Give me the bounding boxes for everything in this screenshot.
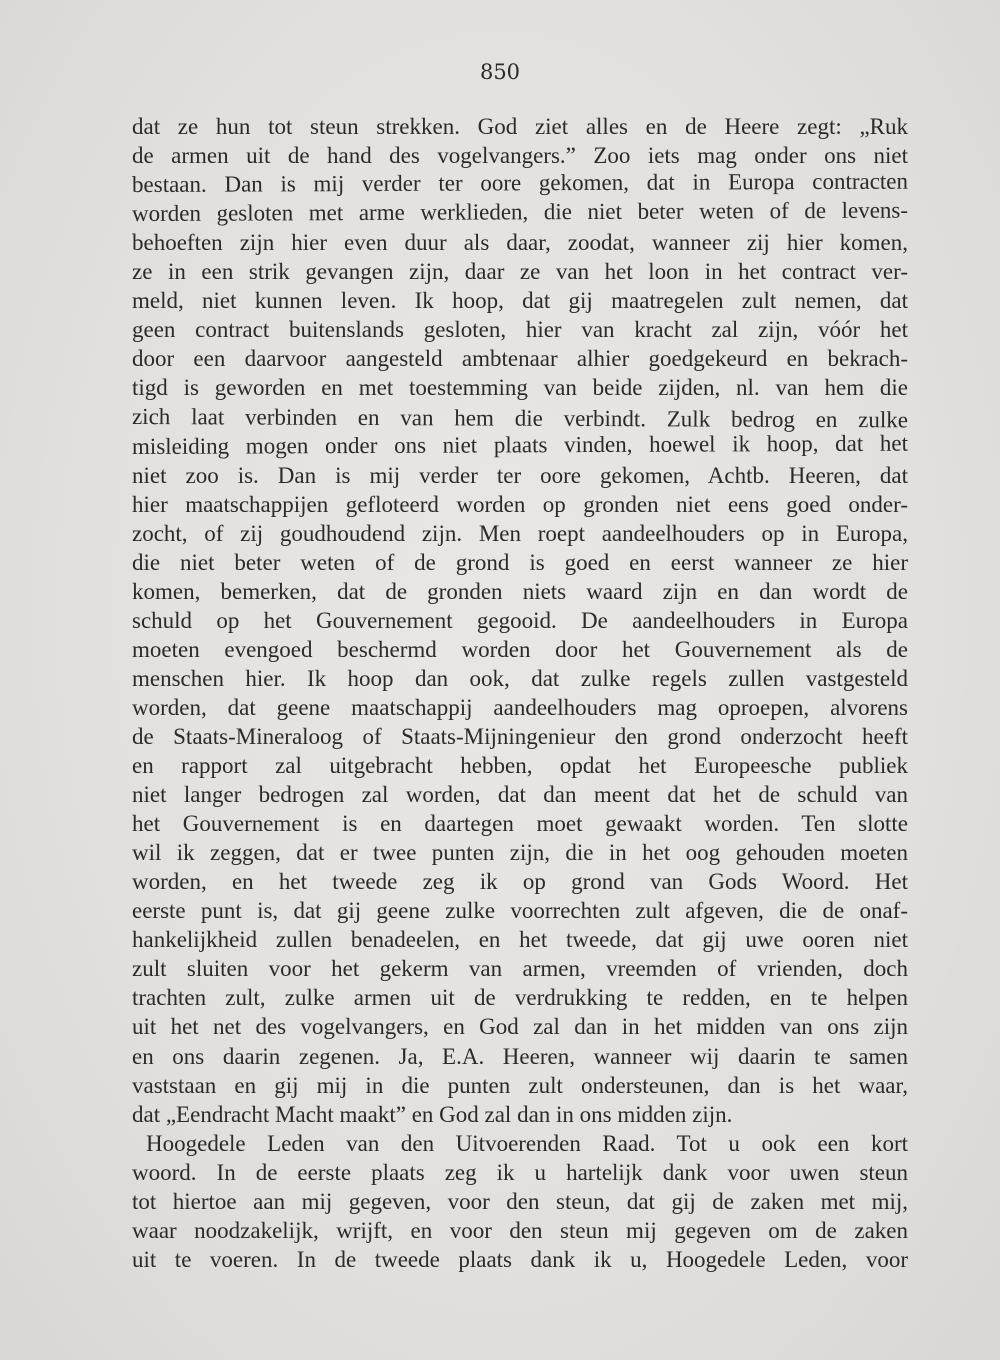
- text-line: uit te voeren. In de tweede plaats dank ik u, Hoogedele Leden, voor: [132, 1246, 908, 1272]
- text-line: de armen uit de hand des vogelvangers.” Zoo iets mag onder ons niet: [132, 143, 908, 169]
- text-line: wil ik zeggen, dat er twee punten zijn, die in het oog gehouden moeten: [132, 840, 908, 866]
- text-line: trachten zult, zulke armen uit de verdrukking te redden, en te helpen: [132, 985, 908, 1011]
- text-line: uit het net des vogelvangers, en God zal dan in het midden van ons zijn: [132, 1014, 908, 1040]
- text-line: eerste punt is, dat gij geene zulke voorrechten zult afgeven, die de onaf-: [132, 898, 908, 924]
- text-line: en ons daarin zegenen. Ja, E.A. Heeren, wanneer wij daarin te samen: [132, 1043, 908, 1069]
- text-line: dat ze hun tot steun strekken. God ziet alles en de Heere zegt: „Ruk: [132, 114, 908, 139]
- text-line: schuld op het Gouvernement gegooid. De aandeelhouders in Europa: [132, 607, 908, 633]
- text-line: worden, dat geene maatschappij aandeelhouders mag oproepen, alvorens: [132, 694, 908, 720]
- text-line: menschen hier. Ik hoop dan ook, dat zulke regels zullen vastgesteld: [132, 665, 908, 691]
- text-line: niet langer bedrogen zal worden, dat dan meent dat het de schuld van: [132, 782, 908, 808]
- text-line: worden, en het tweede zeg ik op grond van Gods Woord. Het: [132, 869, 908, 895]
- text-line: zocht, of zij goudhoudend zijn. Men roept aandeelhouders op in Europa,: [132, 520, 908, 546]
- text-line: geen contract buitenslands gesloten, hier van kracht zal zijn, vóór het: [132, 317, 908, 343]
- text-line: en rapport zal uitgebracht hebben, opdat het Europeesche publiek: [132, 753, 908, 779]
- body-text: [132, 112, 908, 1274]
- text-line: hier maatschappijen gefloteerd worden op gronden niet eens goed onder-: [132, 491, 908, 517]
- text-line: tot hiertoe aan mij gegeven, voor den steun, dat gij de zaken met mij,: [132, 1188, 908, 1214]
- page-number: 850: [479, 60, 521, 84]
- text-line: misleiding mogen onder ons niet plaats vinden, hoewel ik hoop, dat het: [131, 430, 909, 459]
- text-line: vaststaan en gij mij in die punten zult ondersteunen, dan is het waar,: [132, 1072, 908, 1098]
- text-line: die niet beter weten of de grond is goed en eerst wanneer ze hier: [132, 549, 908, 575]
- text-line: dat „Eendracht Macht maakt” en God zal dan in ons midden zijn.: [132, 1101, 733, 1127]
- text-line: niet zoo is. Dan is mij verder ter oore gekomen, Achtb. Heeren, dat: [132, 462, 908, 488]
- text-line: zult sluiten voor het gekerm van armen, vreemden of vrienden, doch: [132, 956, 908, 982]
- text-line: worden gesloten met arme werklieden, die niet beter weten of de levens-: [131, 197, 909, 227]
- text-line: waar noodzakelijk, wrijft, en voor den steun mij gegeven om de zaken: [132, 1217, 908, 1243]
- text-line: komen, bemerken, dat de gronden niets waard zijn en dan wordt de: [132, 578, 908, 604]
- text-line: door een daarvoor aangesteld ambtenaar alhier goedgekeurd en bekrach-: [132, 346, 908, 372]
- text-line: meld, niet kunnen leven. Ik hoop, dat gij maatregelen zult nemen, dat: [132, 288, 908, 314]
- text-line: het Gouvernement is en daartegen moet gewaakt worden. Ten slotte: [132, 811, 908, 837]
- text-line: tigd is geworden en met toestemming van beide zijden, nl. van hem die: [132, 375, 908, 401]
- text-line: woord. In de eerste plaats zeg ik u hartelijk dank voor uwen steun: [132, 1159, 908, 1185]
- text-line: de Staats-Mineraloog of Staats-Mijningenieur den grond onderzocht heeft: [132, 723, 908, 749]
- text-line: ze in een strik gevangen zijn, daar ze van het loon in het contract ver-: [132, 259, 908, 285]
- text-line: moeten evengoed beschermd worden door het Gouvernement als de: [132, 636, 908, 662]
- text-line: behoeften zijn hier even duur als daar, zoodat, wanneer zij hier komen,: [132, 230, 908, 256]
- text-line: bestaan. Dan is mij verder ter oore gekomen, dat in Europa contracten: [131, 168, 909, 198]
- text-line: hankelijkheid zullen benadeelen, en het tweede, dat gij uwe ooren niet: [132, 927, 908, 953]
- text-line: zich laat verbinden en van hem die verbindt. Zulk bedrog en zulke: [131, 404, 909, 433]
- text-line: Hoogedele Leden van den Uitvoerenden Raad. Tot u ook een kort: [146, 1130, 908, 1156]
